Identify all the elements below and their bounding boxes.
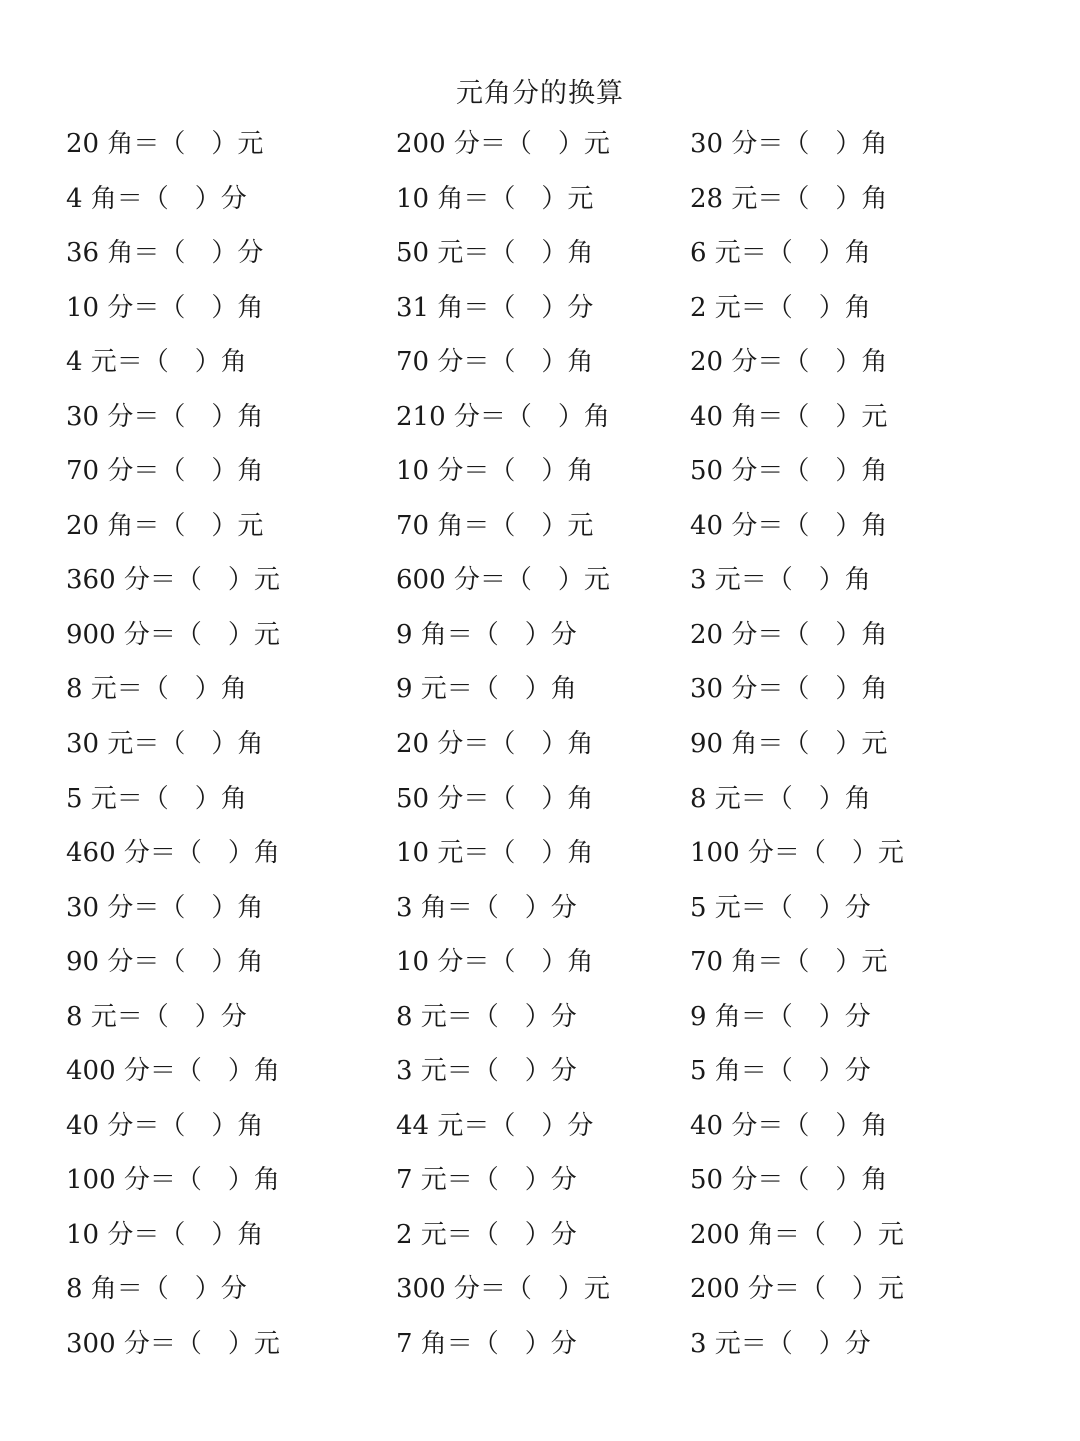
exercise-item: 7 元＝（ ）分 xyxy=(396,1165,577,1196)
exercise-item: 50 元＝（ ）角 xyxy=(396,238,594,269)
exercise-item: 5 元＝（ ）分 xyxy=(690,892,871,923)
exercise-item: 10 分＝（ ）角 xyxy=(396,947,594,978)
exercise-item: 36 角＝（ ）分 xyxy=(66,238,264,269)
exercise-item: 400 分＝（ ）角 xyxy=(66,1056,280,1087)
exercise-item: 50 分＝（ ）角 xyxy=(396,783,594,814)
exercise-item: 90 分＝（ ）角 xyxy=(66,947,264,978)
exercise-item: 6 元＝（ ）角 xyxy=(690,238,871,269)
column-3 xyxy=(690,117,1020,1372)
exercise-item: 31 角＝（ ）分 xyxy=(396,292,594,323)
exercise-item: 7 角＝（ ）分 xyxy=(396,1329,577,1360)
column-1 xyxy=(66,117,396,1372)
exercise-item: 70 角＝（ ）元 xyxy=(396,510,594,541)
exercise-item: 10 元＝（ ）角 xyxy=(396,838,594,869)
exercise-item: 2 元＝（ ）分 xyxy=(396,1219,577,1250)
exercise-item: 8 元＝（ ）角 xyxy=(690,783,871,814)
exercise-item: 210 分＝（ ）角 xyxy=(396,401,610,432)
exercise-item: 70 角＝（ ）元 xyxy=(690,947,888,978)
exercise-item: 10 分＝（ ）角 xyxy=(66,1219,264,1250)
exercise-item: 30 分＝（ ）角 xyxy=(66,401,264,432)
exercise-item: 10 角＝（ ）元 xyxy=(396,183,594,214)
exercise-item: 90 角＝（ ）元 xyxy=(690,729,888,760)
exercise-item: 9 元＝（ ）角 xyxy=(396,674,577,705)
exercise-item: 70 分＝（ ）角 xyxy=(66,456,264,487)
exercise-item: 4 角＝（ ）分 xyxy=(66,183,247,214)
exercise-item: 200 分＝（ ）元 xyxy=(396,129,610,159)
exercise-item: 40 角＝（ ）元 xyxy=(690,401,888,432)
exercise-item: 100 分＝（ ）角 xyxy=(66,1165,280,1196)
exercise-item: 40 分＝（ ）角 xyxy=(690,1110,888,1141)
exercise-item: 20 分＝（ ）角 xyxy=(690,619,888,650)
exercise-item: 20 分＝（ ）角 xyxy=(690,347,888,378)
exercise-item: 40 分＝（ ）角 xyxy=(690,510,888,541)
exercise-item: 20 角＝（ ）元 xyxy=(66,129,264,159)
exercise-item: 9 角＝（ ）分 xyxy=(396,619,577,650)
exercise-item: 900 分＝（ ）元 xyxy=(66,619,280,650)
exercise-item: 30 分＝（ ）角 xyxy=(690,674,888,705)
exercise-item: 10 分＝（ ）角 xyxy=(66,292,264,323)
exercise-item: 3 元＝（ ）分 xyxy=(690,1329,871,1360)
exercise-item: 200 角＝（ ）元 xyxy=(690,1219,904,1250)
exercise-item: 3 角＝（ ）分 xyxy=(396,892,577,923)
column-2 xyxy=(396,117,726,1372)
exercise-item: 3 元＝（ ）角 xyxy=(690,565,871,596)
exercise-item: 100 分＝（ ）元 xyxy=(690,838,904,869)
exercise-item: 4 元＝（ ）角 xyxy=(66,347,247,378)
exercise-item: 300 分＝（ ）元 xyxy=(66,1329,280,1360)
exercise-item: 8 元＝（ ）分 xyxy=(396,1001,577,1032)
exercise-item: 10 分＝（ ）角 xyxy=(396,456,594,487)
exercise-item: 50 分＝（ ）角 xyxy=(690,1165,888,1196)
exercise-item: 40 分＝（ ）角 xyxy=(66,1110,264,1141)
exercise-item: 28 元＝（ ）角 xyxy=(690,183,888,214)
exercise-item: 460 分＝（ ）角 xyxy=(66,838,280,869)
exercise-item: 8 元＝（ ）角 xyxy=(66,674,247,705)
exercise-item: 20 角＝（ ）元 xyxy=(66,510,264,541)
exercise-item: 20 分＝（ ）角 xyxy=(396,729,594,760)
exercise-item: 200 分＝（ ）元 xyxy=(690,1274,904,1305)
exercise-item: 44 元＝（ ）分 xyxy=(396,1110,594,1141)
exercise-item: 70 分＝（ ）角 xyxy=(396,347,594,378)
exercise-item: 8 元＝（ ）分 xyxy=(66,1001,247,1032)
exercise-item: 5 角＝（ ）分 xyxy=(690,1056,871,1087)
exercise-item: 2 元＝（ ）角 xyxy=(690,292,871,323)
exercise-item: 3 元＝（ ）分 xyxy=(396,1056,577,1087)
exercise-item: 30 分＝（ ）角 xyxy=(66,892,264,923)
exercise-item: 30 元＝（ ）角 xyxy=(66,729,264,760)
exercise-item: 9 角＝（ ）分 xyxy=(690,1001,871,1032)
exercise-item: 5 元＝（ ）角 xyxy=(66,783,247,814)
exercise-item: 8 角＝（ ）分 xyxy=(66,1274,247,1305)
exercise-item: 360 分＝（ ）元 xyxy=(66,565,280,596)
exercise-item: 50 分＝（ ）角 xyxy=(690,456,888,487)
page-title: 元角分的换算 xyxy=(456,78,624,109)
exercise-item: 300 分＝（ ）元 xyxy=(396,1274,610,1305)
exercise-item: 600 分＝（ ）元 xyxy=(396,565,610,596)
exercise-item: 30 分＝（ ）角 xyxy=(690,129,888,159)
